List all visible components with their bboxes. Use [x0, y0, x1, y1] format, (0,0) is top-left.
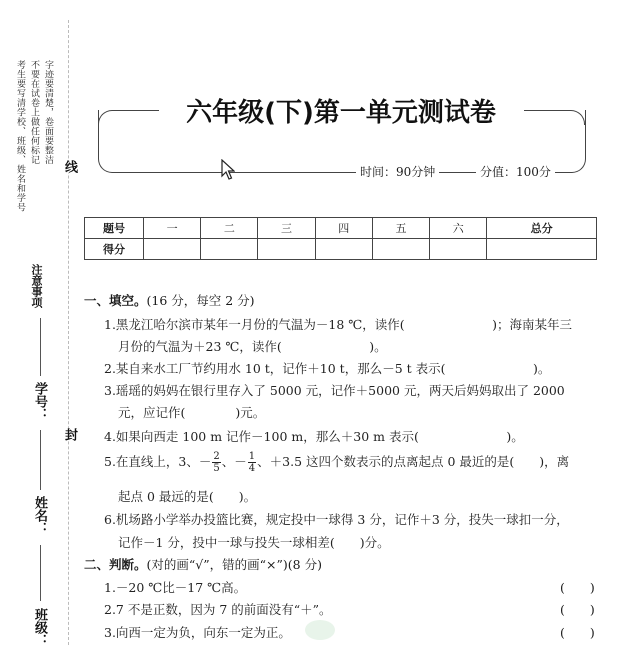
fraction-denominator: 4 — [248, 463, 256, 474]
fraction-numerator: 1 — [248, 451, 256, 462]
score-cell: 六 — [430, 218, 487, 239]
judge-question-1: 1.－20 ℃比－17 ℃高。 — [104, 580, 247, 595]
score-cell[interactable] — [430, 239, 487, 260]
score-table-score-row — [85, 239, 597, 260]
score-cell: 四 — [315, 218, 372, 239]
judge-answer-box-2[interactable]: ( ) — [560, 602, 595, 617]
class-label: 班级： — [32, 608, 47, 647]
title-frame-corner-left — [98, 110, 159, 125]
score-table-header-row — [85, 218, 597, 239]
score-cell[interactable] — [258, 239, 315, 260]
score-cell[interactable] — [201, 239, 258, 260]
page-smudge — [305, 620, 335, 640]
question-2: 2.某自来水工厂节约用水 10 t，记作＋10 t，那么－5 t 表示( )。 — [104, 361, 551, 376]
section-2-heading — [84, 555, 322, 573]
question-4: 4.如果向西走 100 m 记作－100 m，那么＋30 m 表示( )。 — [104, 429, 524, 444]
name-underline — [40, 430, 41, 490]
id-underline — [40, 318, 41, 376]
question-1-line-2: 月份的气温为＋23 ℃，读作( )。 — [118, 339, 387, 354]
judge-question-3: 3.向西一定为负，向东一定为正。 — [104, 625, 291, 640]
question-5-line-1 — [104, 451, 569, 474]
total-score: 分值：100分 — [476, 163, 555, 180]
section-1-title: 一、填空。 — [84, 293, 147, 308]
section-2-title: 二、判断。 — [84, 557, 147, 572]
section-1-heading — [84, 291, 255, 309]
binding-dashed-line — [68, 20, 69, 645]
page-title: 六年级(下)第一单元测试卷 — [160, 96, 522, 130]
score-cell[interactable] — [372, 239, 429, 260]
question-6-line-1: 6.机场路小学举办投篮比赛，规定投中一球得 3 分，记作＋3 分，投失一球扣一分， — [104, 512, 569, 527]
notice-line-3: 字迹要清楚，卷面要整洁 — [43, 60, 53, 165]
score-cell: 得分 — [85, 239, 144, 260]
feng-mark: 封 — [62, 428, 77, 441]
question-5-line-2: 起点 0 最远的是( )。 — [118, 489, 257, 504]
section-2-note: (对的画“√”，错的画“×”)(8 分) — [146, 557, 322, 572]
title-frame-corner-right — [524, 110, 585, 125]
q5-text-pre: 5.在直线上，3、－ — [104, 454, 212, 469]
question-3-line-2: 元，应记作( )元。 — [118, 405, 266, 420]
score-cell: 总分 — [487, 218, 597, 239]
question-1-line-1: 1.黑龙江哈尔滨市某年一月份的气温为－18 ℃，读作( )；海南某年三 — [104, 317, 573, 332]
mouse-cursor-icon — [221, 159, 235, 181]
score-cell: 题号 — [85, 218, 144, 239]
score-cell[interactable] — [487, 239, 597, 260]
notice-label: 注意事项 — [30, 264, 43, 308]
xian-mark: 线 — [62, 160, 77, 173]
score-cell: 二 — [201, 218, 258, 239]
question-3-line-1: 3.瑶瑶的妈妈在银行里存入了 5000 元，记作＋5000 元，两天后妈妈取出了 2000 — [104, 383, 565, 398]
fraction-two-fifths — [212, 451, 220, 474]
score-cell: 三 — [258, 218, 315, 239]
fraction-numerator: 2 — [213, 451, 220, 462]
q5-text-post: 、＋3.5 这四个数表示的点离起点 0 最近的是( )，离 — [257, 454, 570, 469]
judge-answer-box-3[interactable]: ( ) — [560, 625, 595, 640]
student-id-label: 学号： — [32, 382, 47, 421]
time-limit: 时间：90分钟 — [356, 163, 439, 180]
score-cell[interactable] — [144, 239, 201, 260]
score-table — [84, 217, 597, 260]
score-cell: 五 — [372, 218, 429, 239]
fraction-one-fourth — [248, 451, 256, 474]
judge-answer-box-1[interactable]: ( ) — [560, 580, 595, 595]
fraction-denominator: 5 — [213, 463, 220, 474]
class-underline — [40, 545, 41, 601]
name-label: 姓名： — [32, 496, 47, 535]
q5-text-mid: 、－ — [221, 454, 247, 469]
question-6-line-2: 记作－1 分，投中一球与投失一球相差( )分。 — [118, 535, 390, 550]
section-1-note: (16 分，每空 2 分) — [146, 293, 255, 308]
score-cell[interactable] — [315, 239, 372, 260]
score-cell: 一 — [144, 218, 201, 239]
judge-question-2: 2.7 不是正数，因为 7 的前面没有“＋”。 — [104, 602, 332, 617]
notice-line-1: 考生要写清学校、班级、姓名和学号 — [15, 60, 25, 212]
notice-line-2: 不要在试卷上做任何标记 — [29, 60, 39, 165]
